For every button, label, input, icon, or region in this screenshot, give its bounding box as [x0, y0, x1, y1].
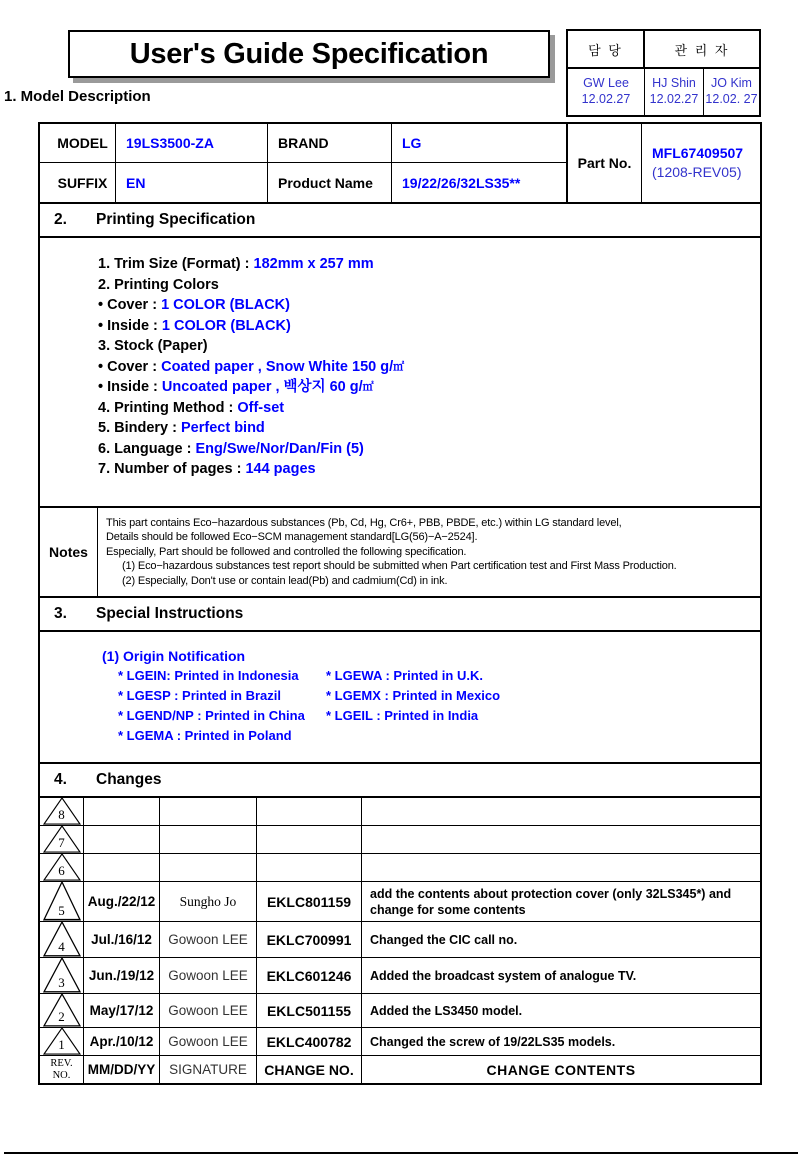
revision-triangle-icon — [42, 798, 82, 825]
changes-table — [40, 798, 760, 1083]
model-label: MODEL — [40, 124, 116, 162]
approver-date: 12.02. 27 — [705, 92, 758, 106]
revision-number: 8 — [58, 807, 65, 822]
revision-cell — [40, 922, 84, 957]
change-no-cell: EKLC601246 — [257, 958, 362, 993]
notes-line: (1) Eco−hazardous substances test report should be submitted when Part certification test and First Mass Production. — [122, 560, 677, 572]
table-row — [40, 826, 760, 854]
revision-number: 2 — [58, 1009, 65, 1024]
change-contents-cell — [362, 798, 760, 825]
section-1-heading: 1. Model Description — [4, 88, 151, 105]
suffix-value: EN — [116, 163, 268, 202]
printing-spec-line — [98, 439, 760, 460]
change-no-cell: EKLC400782 — [257, 1028, 362, 1055]
printing-spec-line — [98, 459, 760, 480]
change-no-cell — [257, 854, 362, 881]
printing-spec-value: Coated paper , Snow White 150 g/ — [161, 358, 394, 375]
table-row — [40, 922, 760, 958]
change-no-cell — [257, 798, 362, 825]
header-rev-line1: REV. — [50, 1057, 73, 1069]
printing-spec-label: • Cover : — [98, 358, 162, 375]
notes-line: This part contains Eco−hazardous substances (Pb, Cd, Hg, Cr6+, PBB, PBDE, etc.) within LG standard level, — [106, 516, 622, 529]
printing-spec-value: Perfect bind — [181, 420, 265, 436]
change-date-cell — [84, 798, 160, 825]
part-no-number: MFL67409507 — [652, 145, 744, 162]
printing-spec-label: 2. Printing Colors — [98, 276, 219, 293]
signature-cell — [160, 798, 257, 825]
printing-spec-line — [98, 336, 760, 357]
notes-text — [98, 508, 760, 597]
revision-cell — [40, 798, 84, 825]
printing-spec-label: 7. Number of pages : — [98, 461, 246, 477]
origin-notification-rows — [102, 666, 760, 746]
changes-table-header-row — [40, 1056, 760, 1083]
change-no-cell: EKLC700991 — [257, 922, 362, 957]
origin-entry-left: * LGEIN: Printed in Indonesia — [118, 668, 299, 683]
table-row — [40, 958, 760, 994]
printing-spec-line — [98, 357, 760, 378]
header-rev-line2: NO. — [52, 1069, 71, 1081]
signature-cell: Gowoon LEE — [160, 922, 257, 957]
model-row-1 — [40, 124, 566, 163]
change-no-cell — [257, 826, 362, 853]
printing-spec-value: 182mm x 257 mm — [253, 256, 374, 272]
change-contents-cell: Changed the CIC call no. — [370, 932, 518, 947]
revision-triangle-icon — [42, 922, 82, 957]
revision-number: 7 — [58, 835, 65, 850]
header-change-no: CHANGE NO. — [257, 1056, 362, 1083]
printing-spec-value: 1 COLOR (BLACK) — [161, 297, 290, 313]
approver-name: HJ Shin — [652, 76, 696, 91]
printing-spec-line — [98, 316, 760, 337]
section-2-number: 2. — [54, 211, 67, 228]
origin-entry-right: * LGEMX : Printed in Mexico — [326, 688, 501, 703]
section-4-title: Changes — [96, 771, 162, 788]
signature-cell: Gowoon LEE — [160, 994, 257, 1027]
approver-name: JO Kim — [711, 76, 752, 91]
part-no-block — [568, 124, 760, 202]
printing-spec-label: 4. Printing Method : — [98, 399, 238, 416]
model-left-block — [40, 124, 568, 202]
change-contents-cell — [362, 826, 760, 853]
printing-spec-line — [98, 398, 760, 419]
suffix-label: SUFFIX — [40, 163, 116, 202]
specification-frame — [38, 122, 762, 1085]
signature-cell — [160, 854, 257, 881]
notes-label: Notes — [40, 508, 98, 597]
revision-triangle-icon — [42, 994, 82, 1027]
brand-value: LG — [402, 135, 422, 151]
change-date-cell: May/17/12 — [84, 994, 160, 1027]
change-date-cell: Apr./10/12 — [84, 1028, 160, 1055]
notes-line: Details should be followed Eco−SCM management standard[LG(56)−A−2524]. — [106, 531, 478, 543]
section-2-title: Printing Specification — [96, 211, 256, 228]
origin-entry-left: * LGEMA : Printed in Poland — [118, 728, 292, 743]
approval-signature-table — [566, 29, 761, 117]
printing-specification-list — [40, 238, 760, 508]
revision-number: 3 — [58, 975, 65, 990]
approval-header-in-charge: 담 당 — [568, 31, 645, 67]
printing-spec-label: • Inside : — [98, 317, 162, 334]
signature-cell: Gowoon LEE — [160, 958, 257, 993]
printing-spec-value: Off-set — [237, 399, 285, 416]
model-row-2 — [40, 163, 566, 202]
origin-entry-right: * LGEIL : Printed in India — [326, 708, 479, 723]
header-change-contents: CHANGE CONTENTS — [486, 1061, 636, 1078]
signature-cell: Gowoon LEE — [160, 1028, 257, 1055]
revision-number: 4 — [58, 939, 65, 954]
revision-cell — [40, 882, 84, 921]
approval-cell-jo-kim — [704, 69, 759, 115]
origin-notification-heading: (1) Origin Notification — [102, 648, 246, 664]
revision-cell — [40, 958, 84, 993]
printing-spec-label: • Cover : — [98, 297, 162, 313]
approver-name: GW Lee — [583, 76, 629, 91]
change-date-cell: Jul./16/12 — [84, 922, 160, 957]
printing-spec-label: • Inside : — [98, 379, 162, 395]
page-footer-rule — [4, 1152, 798, 1154]
header-rev-no — [40, 1056, 84, 1083]
origin-entry-left: * LGEND/NP : Printed in China — [118, 708, 305, 723]
revision-triangle-icon — [42, 1028, 82, 1055]
printing-spec-line — [98, 295, 760, 316]
printing-spec-label: 3. Stock (Paper) — [98, 338, 208, 354]
table-row — [40, 882, 760, 922]
printing-spec-unit: ㎡ — [393, 360, 405, 373]
document-title-banner — [68, 30, 550, 78]
approval-header-manager: 관 리 자 — [674, 42, 730, 58]
origin-notification-row — [102, 726, 760, 746]
change-contents-cell: Changed the screw of 19/22LS35 models. — [370, 1034, 616, 1049]
origin-entry-right: * LGEWA : Printed in U.K. — [326, 668, 483, 683]
part-no-value-cell — [642, 124, 760, 202]
table-row — [40, 854, 760, 882]
model-description-table — [40, 124, 760, 204]
origin-notification-row — [102, 666, 760, 686]
product-name-value: 19/22/26/32LS35** — [402, 174, 521, 191]
special-instructions-body — [40, 632, 760, 764]
header-signature: SIGNATURE — [160, 1056, 257, 1083]
origin-notification-row — [102, 706, 760, 726]
signature-cell — [160, 826, 257, 853]
part-no-label: Part No. — [568, 124, 642, 202]
revision-cell — [40, 1028, 84, 1055]
table-row — [40, 1028, 760, 1056]
table-row — [40, 994, 760, 1028]
printing-spec-line — [98, 418, 760, 439]
change-no-cell: EKLC801159 — [257, 882, 362, 921]
change-contents-cell: add the contents about protection cover (only 32LS345*) and change for some contents — [370, 886, 732, 917]
approval-header-row — [568, 31, 759, 69]
approval-cell-hj-shin — [645, 69, 704, 115]
printing-spec-value: 144 pages — [245, 461, 316, 477]
printing-spec-value: Eng/Swe/Nor/Dan/Fin (5) — [195, 440, 364, 457]
header-date: MM/DD/YY — [84, 1056, 160, 1083]
change-date-cell — [84, 826, 160, 853]
notes-line: (2) Especially, Don't use or contain lead(Pb) and cadmium(Cd) in ink. — [122, 574, 448, 587]
revision-number: 6 — [58, 863, 65, 878]
revision-triangle-icon — [42, 958, 82, 993]
section-2-header — [40, 204, 760, 238]
notes-block — [40, 508, 760, 599]
section-3-header — [40, 598, 760, 632]
printing-spec-label: 1. Trim Size (Format) : — [98, 256, 254, 272]
product-name-label: Product Name — [268, 163, 392, 202]
revision-triangle-icon — [42, 882, 82, 921]
printing-spec-label: 6. Language : — [98, 440, 196, 457]
part-no-revision: (1208-REV05) — [652, 164, 742, 180]
change-contents-cell — [362, 854, 760, 881]
approver-date: 12.02.27 — [649, 92, 699, 106]
approval-body-row — [568, 69, 759, 115]
origin-notification-row — [102, 686, 760, 706]
printing-spec-line — [98, 275, 760, 296]
notes-line: Especially, Part should be followed and controlled the following specification. — [106, 545, 467, 558]
revision-triangle-icon — [42, 826, 82, 853]
printing-spec-line — [98, 254, 760, 275]
printing-spec-label: 5. Bindery : — [98, 420, 181, 436]
change-date-cell — [84, 854, 160, 881]
approver-date: 12.02.27 — [581, 92, 631, 106]
section-3-title: Special Instructions — [96, 605, 244, 622]
change-no-cell: EKLC501155 — [257, 994, 362, 1027]
signature-cell: Sungho Jo — [160, 882, 257, 921]
section-3-number: 3. — [54, 605, 67, 622]
section-4-header — [40, 764, 760, 798]
revision-number: 1 — [58, 1037, 65, 1052]
model-value: 19LS3500-ZA — [116, 124, 268, 162]
printing-spec-value: Uncoated paper , 백상지 60 g/ — [161, 379, 363, 395]
origin-entry-left: * LGESP : Printed in Brazil — [118, 688, 282, 703]
revision-number: 5 — [58, 903, 65, 918]
printing-spec-unit: ㎡ — [362, 381, 374, 393]
change-contents-cell: Added the broadcast system of analogue TV. — [370, 968, 637, 983]
revision-triangle-icon — [42, 854, 82, 881]
printing-spec-line — [98, 377, 760, 398]
page-title: User's Guide Specification — [129, 37, 489, 70]
table-row — [40, 798, 760, 826]
revision-cell — [40, 854, 84, 881]
section-4-number: 4. — [54, 771, 67, 788]
approval-cell-gw-lee — [568, 69, 645, 115]
revision-cell — [40, 826, 84, 853]
change-date-cell: Jun./19/12 — [84, 958, 160, 993]
printing-spec-value: 1 COLOR (BLACK) — [161, 317, 291, 334]
brand-label: BRAND — [268, 124, 392, 162]
revision-cell — [40, 994, 84, 1027]
change-date-cell: Aug./22/12 — [84, 882, 160, 921]
change-contents-cell: Added the LS3450 model. — [370, 1003, 523, 1018]
